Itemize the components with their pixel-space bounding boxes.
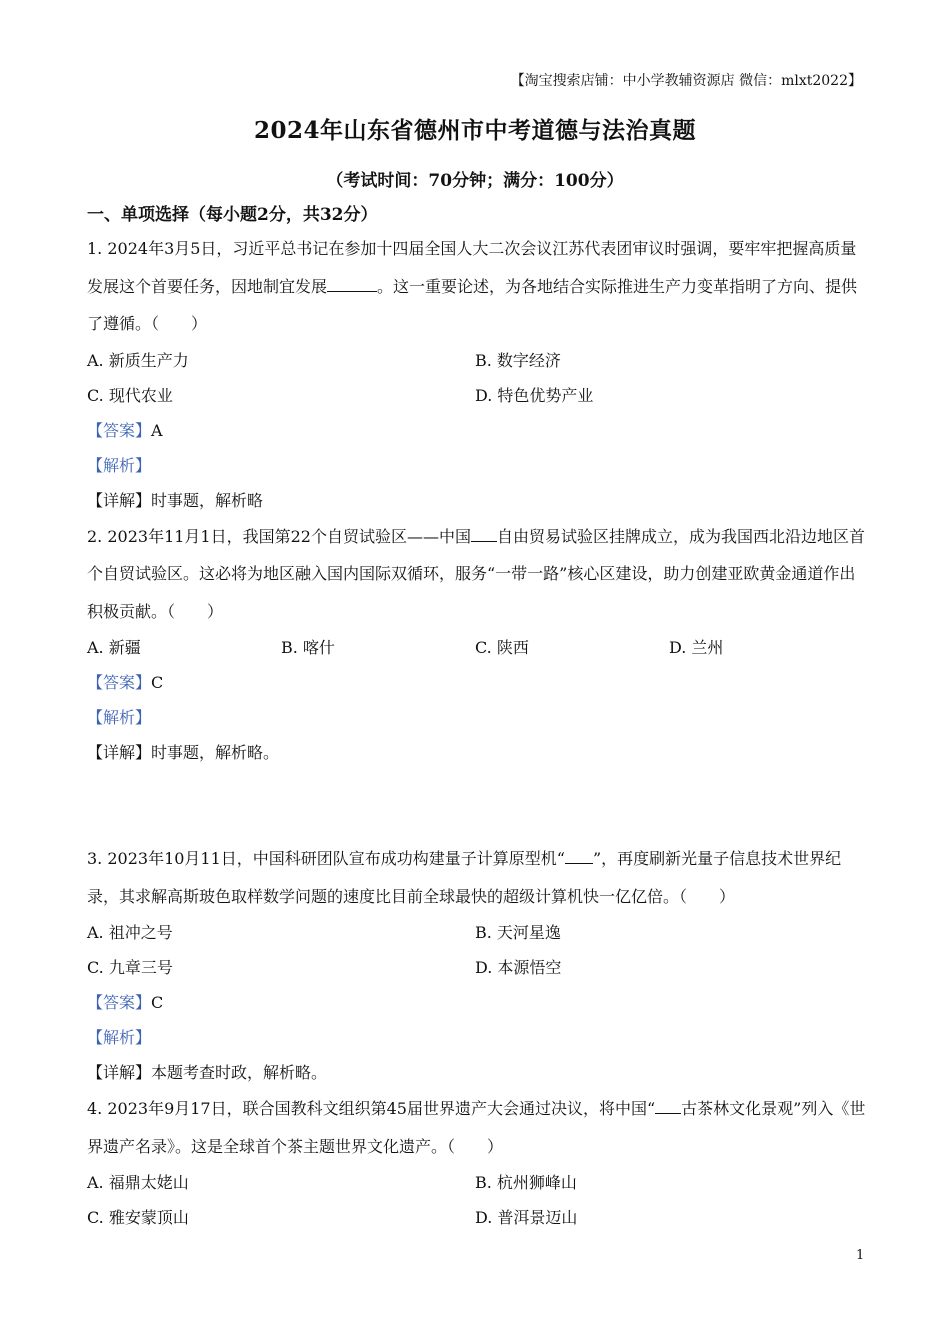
option-a: A. 新质生产力 (87, 350, 189, 370)
detail-text: 时事题，解析略。 (151, 743, 280, 762)
analysis-label: 【解析】 (87, 708, 152, 727)
question-1-options-row-1 (87, 343, 867, 378)
question-2-answer (87, 665, 867, 700)
question-2-stem-a: 2. 2023年11月1日，我国第22个自贸试验区——中国 (87, 526, 471, 546)
detail-label: 【详解】 (87, 743, 152, 762)
question-4-stem-b: 古茶林文化景观”列入《世界遗产名录》。这是全球首个茶主题世界文化遗产。（ ） (87, 1099, 866, 1156)
exam-content (87, 200, 867, 1235)
option-a: A. 福鼎太姥山 (87, 1173, 189, 1192)
question-3-stem (87, 840, 867, 915)
detail-label: 【详解】 (87, 490, 152, 510)
detail-text: 本题考查时政，解析略。 (151, 1063, 328, 1082)
analysis-label: 【解析】 (87, 455, 152, 475)
question-2-stem-b: 自由贸易试验区挂牌成立，成为我国西北沿边地区首个自贸试验区。这必将为地区融入国内国际双循环，服务“一带一路”核心区建设，助力创建亚欧黄金通道作出积极贡献。（ ） (87, 526, 865, 621)
option-b: B. 杭州狮峰山 (475, 1173, 577, 1192)
option-d: D. 特色优势产业 (475, 385, 594, 405)
question-3-options-row-2 (87, 950, 867, 985)
question-1-options-row-2 (87, 378, 867, 413)
question-4-options-row-1 (87, 1165, 867, 1200)
question-3-options-row-1 (87, 915, 867, 950)
question-1-analysis (87, 448, 867, 483)
answer-value: C (151, 673, 164, 692)
fill-blank (565, 849, 593, 864)
question-2-options-row (87, 630, 867, 665)
option-c: C. 九章三号 (87, 958, 173, 977)
option-a: A. 祖冲之号 (87, 923, 173, 942)
page-number: 1 (856, 1248, 865, 1263)
page-title: 2024年山东省德州市中考道德与法治真题 (253, 117, 696, 144)
question-2-analysis (87, 700, 867, 735)
option-c: C. 雅安蒙顶山 (87, 1208, 189, 1227)
question-1-stem-b: 。这一重要论述，为各地结合实际推进生产力变革指明了方向、提供了遵循。（ ） (87, 276, 858, 333)
answer-value: A (151, 420, 163, 440)
section-heading: 一、单项选择（每小题2分，共32分） (87, 205, 378, 225)
question-4-options-row-2 (87, 1200, 867, 1235)
header-note: 【淘宝搜索店铺：中小学教辅资源店 微信：mlxt2022】 (510, 73, 862, 89)
exam-info: （考试时间：70分钟；满分：100分） (326, 171, 624, 191)
question-3-stem-b: ”，再度刷新光量子信息技术世界纪录，其求解高斯玻色取样数学问题的速度比目前全球最快的超级计算机快一亿亿倍。（ ） (87, 849, 842, 906)
analysis-label: 【解析】 (87, 1028, 152, 1047)
spacer (87, 770, 867, 840)
option-d: D. 兰州 (669, 638, 724, 657)
option-d: D. 普洱景迈山 (475, 1208, 578, 1227)
fill-blank (655, 1099, 681, 1114)
question-3-stem-a: 3. 2023年10月11日，中国科研团队宣布成功构建量子计算原型机“ (87, 849, 565, 868)
question-3-detail (87, 1055, 867, 1090)
answer-label: 【答案】 (87, 993, 152, 1012)
answer-label: 【答案】 (87, 673, 152, 692)
question-1-answer (87, 413, 867, 448)
question-3-answer (87, 985, 867, 1020)
question-2-stem (87, 518, 867, 631)
answer-label: 【答案】 (87, 420, 152, 440)
question-1-detail (87, 483, 867, 518)
detail-label: 【详解】 (87, 1063, 152, 1082)
option-b: B. 数字经济 (475, 350, 561, 370)
option-c: C. 现代农业 (87, 385, 173, 405)
question-4-stem-a: 4. 2023年9月17日，联合国教科文组织第45届世界遗产大会通过决议，将中国“ (87, 1099, 656, 1118)
option-c: C. 陕西 (475, 638, 529, 657)
fill-blank (471, 527, 497, 542)
answer-value: C (151, 993, 164, 1012)
question-2-detail (87, 735, 867, 770)
question-1-stem-a: 1. 2024年3月5日，习近平总书记在参加十四届全国人大二次会议江苏代表团审议时强调，要牢牢把握高质量发展这个首要任务，因地制宜发展 (87, 239, 857, 296)
option-b: B. 喀什 (281, 638, 335, 657)
detail-text: 时事题，解析略 (151, 490, 264, 510)
question-3-analysis (87, 1020, 867, 1055)
question-4-stem (87, 1090, 867, 1165)
question-1-stem (87, 230, 867, 343)
option-d: D. 本源悟空 (475, 958, 562, 977)
option-b: B. 天河星逸 (475, 923, 561, 942)
fill-blank (327, 277, 377, 292)
option-a: A. 新疆 (87, 638, 141, 657)
